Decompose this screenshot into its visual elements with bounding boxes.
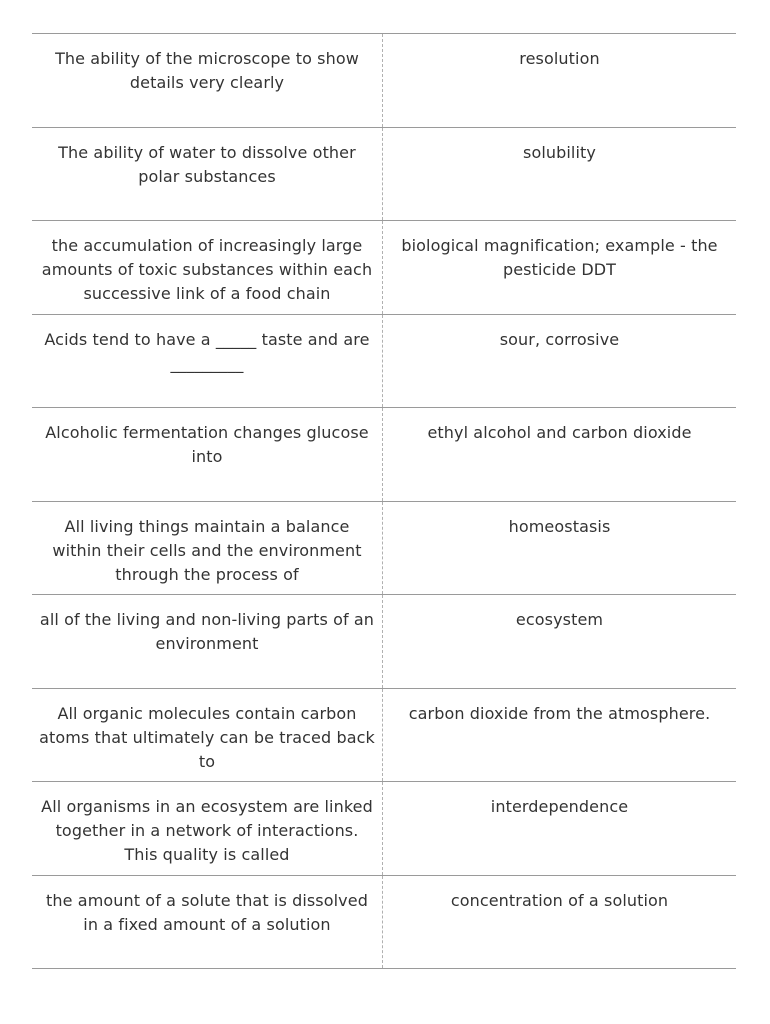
card-term: the accumulation of increasingly large amounts of toxic substances within each successive link of a food chain	[32, 221, 383, 314]
card-definition: solubility	[523, 142, 596, 162]
card-definition: carbon dioxide from the atmosphere.	[408, 703, 711, 723]
card-term: All organisms in an ecosystem are linked together in a network of interactions. This quality is called	[32, 782, 383, 875]
flashcard-row	[32, 595, 736, 689]
card-definition: concentration of a solution	[450, 890, 669, 910]
card-definition: interdependence	[490, 797, 629, 816]
card-term: The ability of water to dissolve other polar substances	[32, 128, 383, 221]
card-term: All organic molecules contain carbon atoms that ultimately can be traced back to	[32, 689, 383, 782]
flashcard-row	[32, 689, 736, 783]
card-definition: sour, corrosive	[499, 329, 620, 349]
flashcard-row	[32, 502, 736, 596]
flashcard-row	[32, 782, 736, 876]
card-term: All living things maintain a balance within their cells and the environment through the process of	[32, 502, 383, 595]
card-term: Acids tend to have a _____ taste and are _________	[32, 315, 383, 408]
flashcard-row	[32, 221, 736, 315]
flashcard-row	[32, 34, 736, 128]
flashcard-sheet	[32, 33, 736, 969]
flashcard-row	[32, 315, 736, 409]
card-definition: ecosystem	[515, 610, 604, 629]
card-definition: biological magnification; example - the pesticide DDT	[401, 236, 718, 279]
flashcard-row	[32, 876, 736, 970]
card-definition: homeostasis	[508, 516, 611, 536]
flashcard-row	[32, 408, 736, 502]
card-term: the amount of a solute that is dissolved in a fixed amount of a solution	[32, 876, 383, 969]
card-definition: resolution	[519, 49, 600, 68]
card-term: all of the living and non-living parts of an environment	[32, 595, 383, 688]
flashcard-row	[32, 128, 736, 222]
card-term: Alcoholic fermentation changes glucose into	[32, 408, 383, 501]
card-definition: ethyl alcohol and carbon dioxide	[427, 423, 692, 442]
card-term: The ability of the microscope to show details very clearly	[32, 34, 383, 127]
